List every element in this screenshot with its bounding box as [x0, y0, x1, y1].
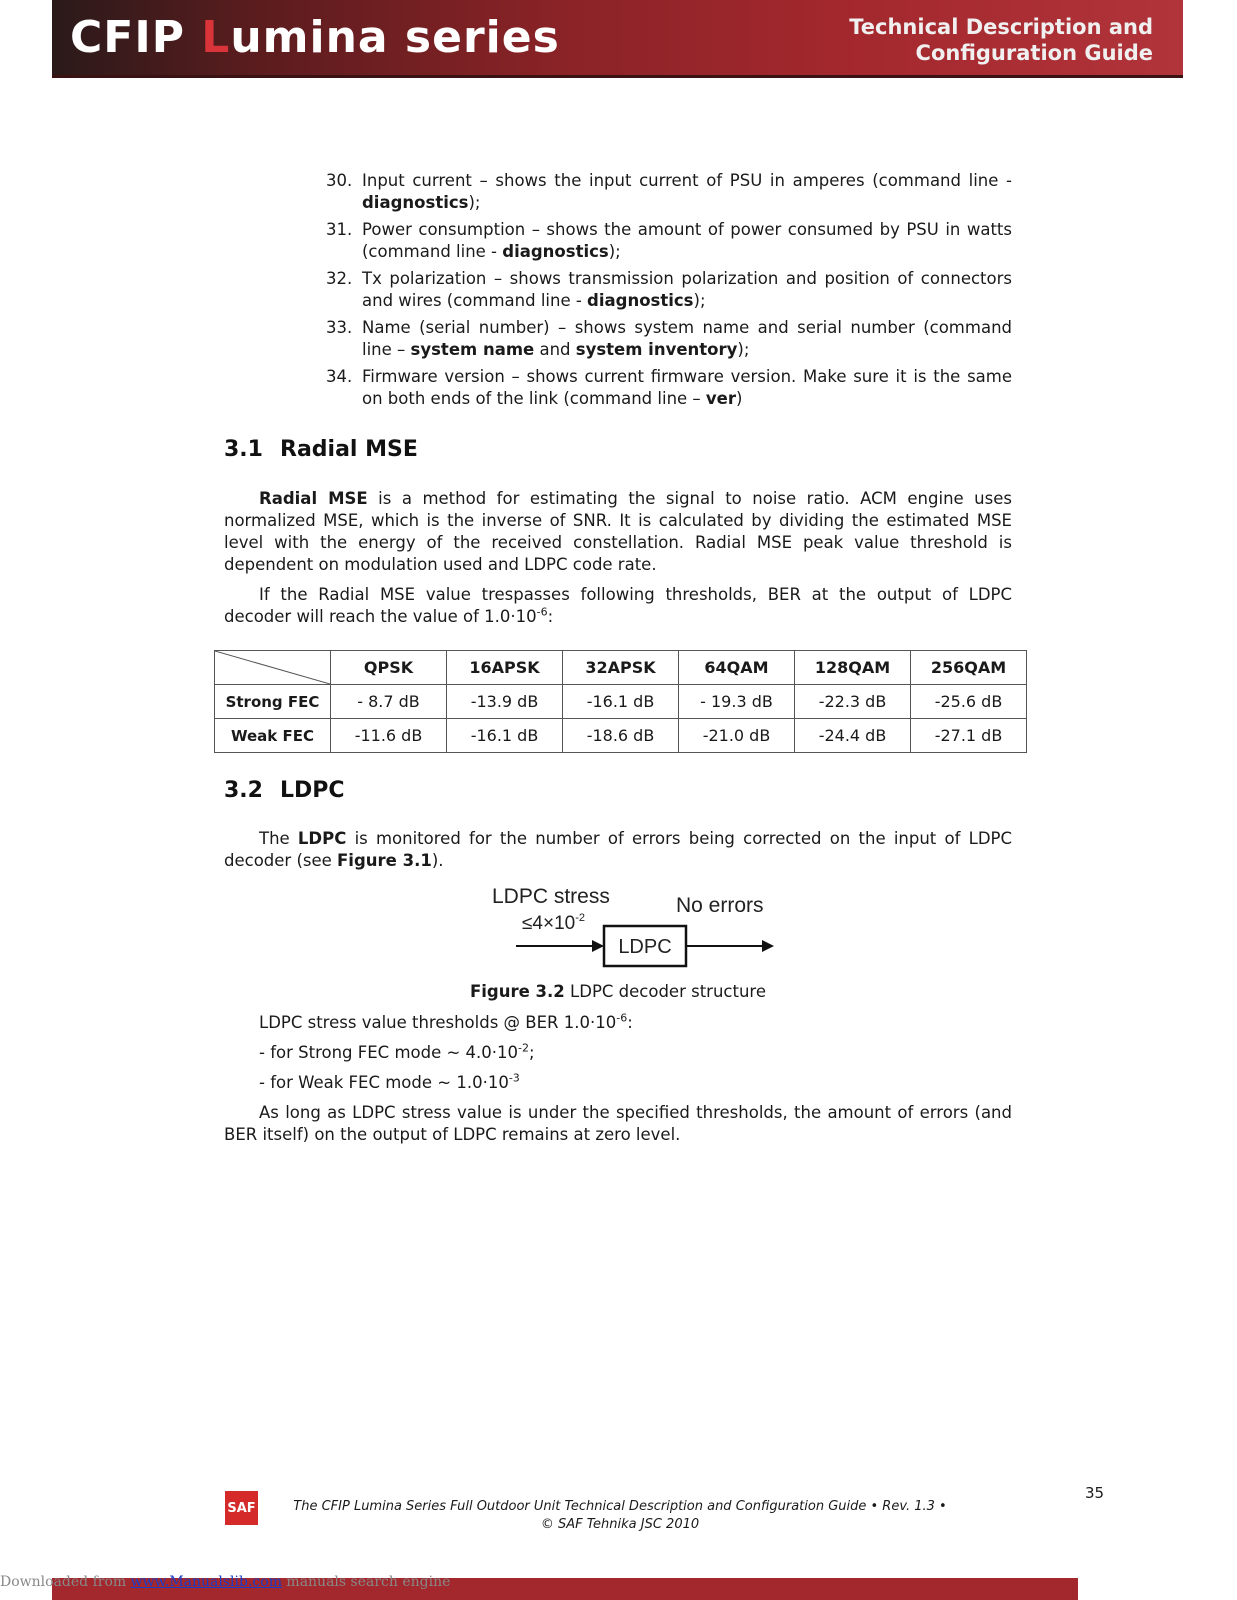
ldpc-decoder-diagram: [480, 880, 800, 990]
table-cell: - 8.7 dB: [331, 685, 447, 719]
table-cell: -18.6 dB: [563, 719, 679, 753]
corner-cell: [215, 651, 331, 685]
header-banner: [52, 0, 1183, 78]
row-header: Weak FEC: [215, 719, 331, 753]
feature-list: [326, 170, 1012, 415]
column-header: 256QAM: [911, 651, 1027, 685]
table-row: [215, 685, 1027, 719]
list-item: 34. Firmware version – shows current firmware version. Make sure it is the same on both ends of the link (command line – ver): [326, 367, 1012, 408]
column-header: 128QAM: [795, 651, 911, 685]
manualslib-link[interactable]: www.Manualslib.com: [130, 1574, 282, 1590]
paragraph: - for Strong FEC mode ~ $4.0\cdot 10^{-2}$;: [259, 1041, 535, 1062]
table-header-row: [215, 651, 1027, 685]
section-ldpc-body: [224, 1012, 1012, 1154]
stress-value: $\le 4\times 10^{-2}$: [522, 912, 586, 934]
paragraph: The LDPC is monitored for the number of errors being corrected on the input of LDPC decoder (see Figure 3.1).: [224, 829, 1012, 870]
diagonal-line: [215, 651, 330, 684]
download-notice: Downloaded from www.Manualslib.com manuals search engine: [0, 1574, 451, 1590]
paragraph: Radial MSE is a method for estimating the signal to noise ratio. ACM engine uses normalized MSE, which is the inverse of SNR. It is calculated by dividing the estimated MSE level with the energy of the received constellation. Radial MSE peak value threshold is dependent on modulation used and LDPC code rate.: [224, 489, 1012, 574]
list-item: 30. Input current – shows the input current of PSU in amperes (command line - diagnostics);: [326, 171, 1012, 212]
section-heading-radial-mse: 3.1 Radial MSE: [224, 437, 418, 462]
table-cell: -16.1 dB: [447, 719, 563, 753]
section-heading-ldpc: 3.2 LDPC: [224, 778, 345, 803]
ldpc-box-label: LDPC: [618, 936, 672, 958]
stress-label: LDPC stress: [492, 885, 610, 908]
mse-threshold-table: [214, 650, 1027, 753]
figure-caption: Figure 3.2 LDPC decoder structure: [470, 982, 766, 1001]
list-item: 33. Name (serial number) – shows system name and serial number (command line – system name and system inventory);: [326, 318, 1012, 359]
row-header: Strong FEC: [215, 685, 331, 719]
table-cell: -24.4 dB: [795, 719, 911, 753]
column-header: 64QAM: [679, 651, 795, 685]
table-cell: -13.9 dB: [447, 685, 563, 719]
guide-title: Technical Description and Configuration Guide: [849, 15, 1153, 65]
table-cell: -16.1 dB: [563, 685, 679, 719]
output-label: No errors: [676, 894, 764, 917]
table-cell: -22.3 dB: [795, 685, 911, 719]
column-header: 16APSK: [447, 651, 563, 685]
brand-logo: CFIP Lumina series: [70, 12, 560, 63]
table-cell: - 19.3 dB: [679, 685, 795, 719]
list-item: 31. Power consumption – shows the amount of power consumed by PSU in watts (command line - diagnostics);: [326, 220, 1012, 261]
saf-logo: SAF: [225, 1491, 258, 1525]
column-header: QPSK: [331, 651, 447, 685]
table-cell: -25.6 dB: [911, 685, 1027, 719]
paragraph: If the Radial MSE value trespasses following thresholds, BER at the output of LDPC decoder will reach the value of $1.0\cdot 10^{-6}$:: [224, 585, 1012, 626]
paragraph: LDPC stress value thresholds @ BER $1.0\cdot 10^{-6}$:: [259, 1011, 633, 1032]
list-item: 32. Tx polarization – shows transmission polarization and position of connectors and wires (command line - diagnostics);: [326, 269, 1012, 310]
table-cell: -21.0 dB: [679, 719, 795, 753]
output-arrowhead: [762, 940, 774, 952]
footer-text: The CFIP Lumina Series Full Outdoor Unit Technical Description and Configuration Guide • Rev. 1.3 • © SAF Tehnika JSC 2010: [293, 1499, 947, 1532]
section-radial-mse-body: [224, 488, 1012, 636]
table-row: [215, 719, 1027, 753]
paragraph: - for Weak FEC mode ~ $1.0\cdot 10^{-3}$: [259, 1071, 520, 1092]
section-ldpc-intro: [224, 828, 1012, 880]
table-cell: -27.1 dB: [911, 719, 1027, 753]
page-number: 35: [1085, 1484, 1105, 1502]
input-arrowhead: [592, 940, 604, 952]
table-cell: -11.6 dB: [331, 719, 447, 753]
column-header: 32APSK: [563, 651, 679, 685]
paragraph: As long as LDPC stress value is under the specified thresholds, the amount of errors (and BER itself) on the output of LDPC remains at zero level.: [224, 1103, 1012, 1144]
